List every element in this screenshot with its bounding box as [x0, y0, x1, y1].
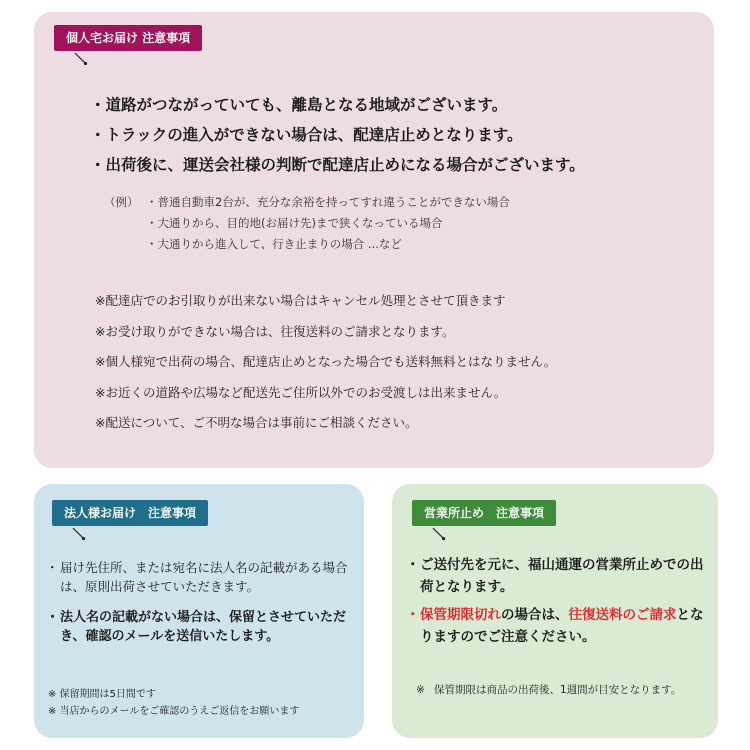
- corporate-delivery-title: 法人様お届け 注意事項: [52, 500, 208, 526]
- personal-note: ※個人様宛で出荷の場合、配達店止めとなった場合でも送料無料とはなりません。: [95, 354, 557, 369]
- office-list: [406, 554, 706, 648]
- personal-note: ※配送について、ご不明な場合は事前にご相談ください。: [95, 415, 418, 430]
- office-item: ・ ご送付先を元に、福山通運の営業所止めでの出荷となります。: [406, 554, 706, 598]
- corporate-list: [46, 558, 358, 646]
- corporate-item: ・ 法人名の記載がない場合は、保留とさせていただき、確認のメールを送信いたします。: [46, 610, 347, 644]
- example-item: ・大通りから、目的地(お届け先)まで狭くなっている場合: [146, 216, 443, 230]
- bullet-dot: ・: [46, 610, 60, 625]
- personal-note: ※配達店でのお引取りが出来ない場合はキャンセル処理とさせて頂きます: [95, 293, 506, 308]
- corporate-note: ※ 保留期間は5日間です: [48, 689, 156, 700]
- personal-bullet: ・トラックの進入ができない場合は、配達店止めとなります。: [90, 126, 523, 144]
- personal-bullet: ・道路がつながっていても、離島となる地域がございます。: [90, 96, 508, 114]
- bullet-dot: ・: [406, 607, 420, 623]
- personal-bullet: ・出荷後に、運送会社様の判断で配達店止めになる場合がございます。: [90, 156, 585, 174]
- personal-note: ※お近くの道路や広場など配送先ご住所以外でのお受渡しは出来ません。: [95, 384, 507, 400]
- personal-note: ※お受け取りができない場合は、往復送料のご請求となります。: [95, 323, 455, 339]
- office-note: ※ 保管期限は商品の出荷後、1週間が目安となります。: [416, 682, 706, 699]
- example-label: （例）: [104, 195, 139, 209]
- bullet-dot: ・: [406, 557, 420, 573]
- example-item: ・大通りから進入して、行き止まりの場合 ...など: [146, 237, 402, 251]
- note-mark: ※: [416, 684, 425, 696]
- pointer-icon: [432, 527, 446, 541]
- personal-delivery-title: 個人宅お届け 注意事項: [54, 25, 202, 51]
- office-item: ・ 保管期限切れの場合は、往復送料のご請求となりますのでご注意ください。: [406, 604, 706, 648]
- office-pickup-title: 営業所止め 注意事項: [412, 500, 556, 526]
- example-item: ・普通自動車2台が、充分な余裕を持ってすれ違うことができない場合: [146, 195, 510, 209]
- bullet-dot: ・: [46, 560, 59, 575]
- pointer-icon: [74, 52, 88, 66]
- corporate-item: ・ 届け先住所、または宛名に法人名の記載がある場合は、原則出荷させていただきます。: [46, 560, 348, 594]
- storage-expired-text: 保管期限切れ: [420, 607, 501, 623]
- personal-bullet-list: [90, 90, 700, 180]
- corporate-note: ※ 当店からのメールをご確認のうえご返信をお願います: [48, 706, 300, 717]
- personal-notes: [95, 286, 556, 439]
- pointer-icon: [72, 527, 86, 541]
- corporate-notes: [48, 686, 299, 720]
- return-shipping-fee-text: 往復送料のご請求: [568, 607, 677, 623]
